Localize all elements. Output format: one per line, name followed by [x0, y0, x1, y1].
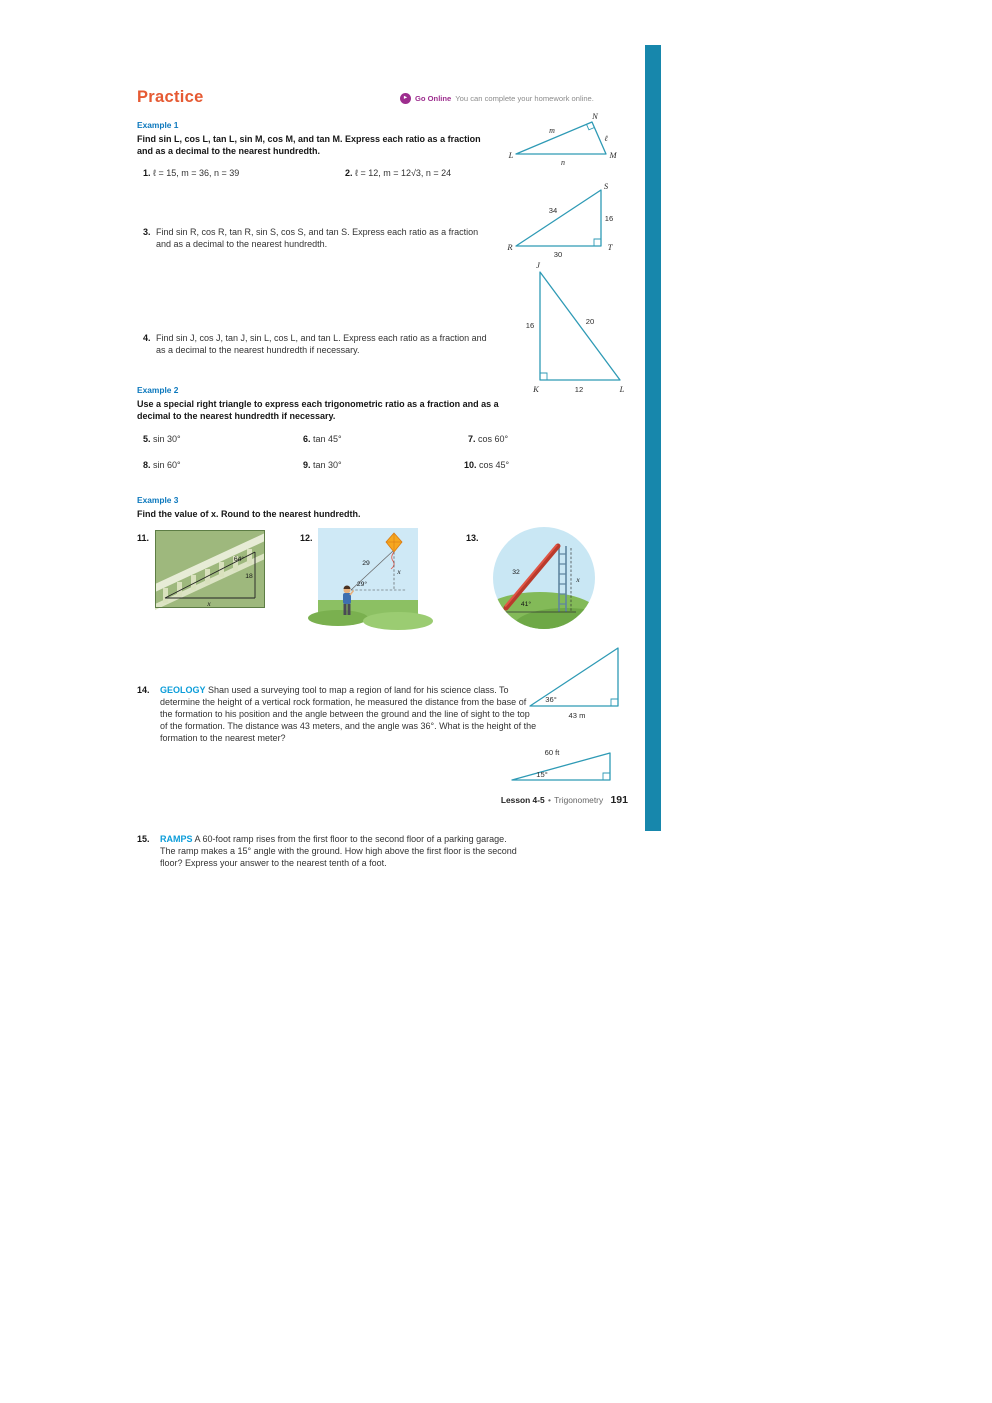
problem-9 [303, 459, 342, 471]
example-1-label: Example 1 [137, 120, 179, 130]
vertex-label-m: M [609, 150, 617, 160]
problem-3 [143, 226, 495, 250]
example-3-label: Example 3 [137, 495, 179, 505]
side-label: 18 [245, 573, 253, 580]
side-label-vert: 16 [604, 214, 614, 223]
triangle-jkl-outline [540, 272, 620, 380]
problem-4-text: Find sin J, cos J, tan J, sin L, cos L, and tan L. Express each ratio as a fraction and as a decimal to the nearest hundredth if necessary. [156, 333, 487, 355]
hypotenuse-label: 29 [362, 560, 370, 567]
example-3-instructions: Find the value of x. Round to the nearest hundredth. [137, 509, 361, 519]
problem-2-number: 2. [345, 168, 353, 178]
problem-14-text: Shan used a surveying tool to map a region of land for his science class. To determine the height of a vertical rock formation, he measured the distance from the base of the formation to his position and the angle between the ground and the line of sight to the top of the formation. The distance was 43 meters, and the angle was 36°. What is the height of the formation to the nearest meter? [160, 685, 537, 743]
go-online-label: Go Online [415, 94, 452, 103]
grass-light [363, 612, 433, 630]
problem-11-image [155, 530, 265, 608]
triangle-rst-diagram [506, 178, 624, 262]
problem-9-text: tan 30° [313, 460, 342, 470]
problem-15-tag: RAMPS [160, 834, 193, 844]
problem-7-number: 7. [468, 434, 476, 444]
problem-10 [464, 459, 509, 471]
side-label-hyp: 20 [585, 317, 595, 326]
right-angle-marker [611, 699, 618, 706]
go-online-text: You can complete your homework online. [455, 94, 594, 103]
problem-1-text: ℓ = 15, m = 36, n = 39 [153, 168, 240, 178]
problem-12-number: 12. [300, 533, 313, 543]
rock-formation-triangle [530, 648, 618, 706]
problem-11-number: 11. [137, 533, 150, 543]
grass-shade [308, 610, 368, 626]
vertex-label-k: K [533, 384, 539, 394]
right-angle-marker [603, 773, 610, 780]
problem-13-image [492, 526, 596, 630]
problem-3-number: 3. [143, 227, 151, 237]
triangle-lmn-diagram [506, 110, 624, 168]
vertex-label-t: T [607, 242, 613, 252]
vertex-label-r: R [507, 242, 513, 252]
problem-10-text: cos 45° [479, 460, 510, 470]
page-footer [400, 794, 628, 806]
angle-label: 15° [536, 770, 548, 779]
problem-9-number: 9. [303, 460, 311, 470]
right-angle-marker [540, 373, 547, 380]
x-label: x [397, 567, 401, 576]
problem-2 [345, 167, 451, 179]
problem-1 [143, 167, 239, 179]
problem-5-text: sin 30° [153, 434, 181, 444]
x-label: x [576, 575, 580, 584]
go-online-icon: ▸ [400, 93, 411, 104]
side-label-ell: ℓ [604, 134, 608, 143]
problem-15-text: A 60-foot ramp rises from the first floor to the second floor of a parking garage. The ramp makes a 15° angle with the ground. How high above the first floor is the second floor? Express your answer to the nearest tenth of a foot. [160, 834, 517, 868]
problem-1-number: 1. [143, 168, 151, 178]
problem-4 [143, 332, 495, 356]
problem-8 [143, 459, 181, 471]
problem-14-tag: GEOLOGY [160, 685, 206, 695]
problem-14-number: 14. [137, 685, 150, 695]
vertex-label-l: L [508, 150, 514, 160]
problem-4-number: 4. [143, 333, 151, 343]
vertex-label-l: L [619, 384, 625, 394]
problem-6-number: 6. [303, 434, 311, 444]
problem-15-number: 15. [137, 834, 150, 844]
footer-page-number: 191 [610, 794, 628, 806]
side-label-m: m [549, 126, 555, 135]
vertex-label-s: S [603, 181, 609, 191]
ramp-length-label: 60 ft [544, 748, 560, 757]
page-title: Practice [137, 88, 204, 106]
problem-15 [137, 833, 522, 869]
example-2-label: Example 2 [137, 385, 179, 395]
base-label: 43 m [568, 711, 586, 720]
angle-label: 64° [233, 556, 245, 563]
slide-length-label: 32 [512, 569, 520, 576]
problem-6 [303, 433, 342, 445]
vertex-label-n: N [592, 111, 598, 121]
problem-3-text: Find sin R, cos R, tan R, sin S, cos S, and tan S. Express each ratio as a fraction and as a decimal to the nearest hundredth. [156, 227, 479, 249]
side-label-base: 12 [574, 385, 584, 394]
problem-15-diagram [506, 740, 622, 788]
go-online-link[interactable] [400, 93, 594, 104]
footer-lesson: Lesson 4-5 [500, 795, 545, 805]
problem-14-diagram [522, 636, 630, 722]
problem-7 [468, 433, 508, 445]
angle-label: 29° [356, 581, 368, 588]
example-2-instructions: Use a special right triangle to express each trigonometric ratio as a fraction and as a decimal to the nearest hundredth if necessary. [137, 399, 499, 421]
side-label-n: n [561, 158, 565, 167]
x-label: x [207, 599, 211, 608]
ramp-triangle [512, 753, 610, 780]
side-label-base: 30 [553, 250, 563, 259]
example-1-instructions: Find sin L, cos L, tan L, sin M, cos M, and tan M. Express each ratio as a fraction and as a decimal to the nearest hundredth. [137, 134, 481, 156]
vertex-label-j: J [536, 260, 540, 270]
problem-13-number: 13. [466, 533, 479, 543]
angle-label: 41° [520, 601, 532, 608]
triangle-jkl-diagram [522, 258, 630, 398]
problem-5-number: 5. [143, 434, 151, 444]
problem-5 [143, 433, 181, 445]
problem-8-text: sin 60° [153, 460, 181, 470]
footer-separator: • [547, 795, 551, 805]
right-angle-marker [594, 239, 601, 246]
problem-6-text: tan 45° [313, 434, 342, 444]
page-edge-bar [645, 45, 661, 831]
angle-label: 36° [545, 695, 557, 704]
side-label-left: 16 [525, 321, 535, 330]
side-label-hyp: 34 [548, 206, 558, 215]
problem-14 [137, 684, 537, 744]
triangle-lmn-outline [516, 122, 606, 154]
problem-7-text: cos 60° [478, 434, 509, 444]
triangle-rst-outline [516, 190, 601, 246]
problem-2-text: ℓ = 12, m = 12√3, n = 24 [355, 168, 452, 178]
problem-12-image [318, 528, 418, 622]
problem-8-number: 8. [143, 460, 151, 470]
problem-10-number: 10. [464, 460, 477, 470]
footer-topic: Trigonometry [554, 795, 604, 805]
